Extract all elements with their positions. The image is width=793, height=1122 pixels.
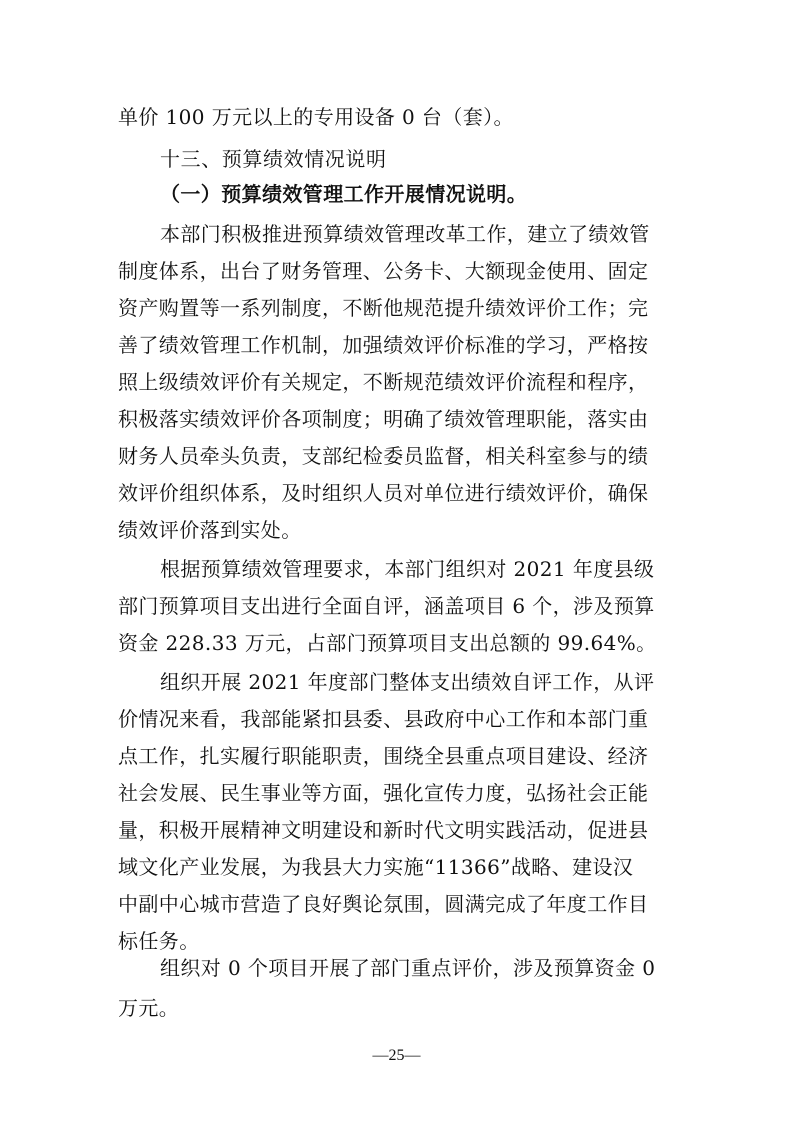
paragraph-line: 价情况来看，我部能紧扣县委、县政府中心工作和本部门重	[118, 707, 649, 731]
paragraph-line: 部门预算项目支出进行全面自评，涵盖项目 6 个，涉及预算	[118, 594, 655, 618]
paragraph-line: 绩效评价落到实处。	[118, 518, 302, 542]
subsection-heading: （一）预算绩效管理工作开展情况说明。	[160, 182, 528, 206]
paragraph-line: 照上级绩效评价有关规定，不断规范绩效评价流程和程序，	[118, 370, 649, 394]
text-line: 单价 100 万元以上的专用设备 0 台（套）。	[118, 105, 514, 129]
section-heading: 十三、预算绩效情况说明	[160, 147, 387, 171]
paragraph-line: 根据预算绩效管理要求，本部门组织对 2021 年度县级	[160, 557, 655, 581]
paragraph-line: 万元。	[118, 996, 180, 1020]
paragraph-line: 制度体系，出台了财务管理、公务卡、大额现金使用、固定	[118, 259, 649, 283]
paragraph-line: 中副中心城市营造了良好舆论氛围，圆满完成了年度工作目	[118, 892, 649, 916]
paragraph-line: 效评价组织体系，及时组织人员对单位进行绩效评价，确保	[118, 481, 649, 505]
page-number: —25—	[372, 1047, 421, 1064]
paragraph-line: 资产购置等一系列制度，不断他规范提升绩效评价工作；完	[118, 296, 649, 320]
paragraph-line: 标任务。	[118, 929, 200, 953]
paragraph-line: 组织对 0 个项目开展了部门重点评价，涉及预算资金 0	[160, 956, 656, 980]
paragraph-line: 域文化产业发展，为我县大力实施“11366”战略、建设汉	[118, 855, 634, 879]
paragraph-line: 社会发展、民生事业等方面，强化宣传力度，弘扬社会正能	[118, 781, 649, 805]
paragraph-line: 本部门积极推进预算绩效管理改革工作，建立了绩效管	[160, 222, 650, 246]
paragraph-line: 量，积极开展精神文明建设和新时代文明实践活动，促进县	[118, 818, 649, 842]
paragraph-line: 组织开展 2021 年度部门整体支出绩效自评工作，从评	[160, 670, 655, 694]
paragraph-line: 善了绩效管理工作机制，加强绩效评价标准的学习，严格按	[118, 333, 649, 357]
paragraph-line: 积极落实绩效评价各项制度；明确了绩效管理职能，落实由	[118, 407, 649, 431]
paragraph-line: 点工作，扎实履行职能职责，围绕全县重点项目建设、经济	[118, 744, 649, 768]
paragraph-line: 财务人员牵头负责，支部纪检委员监督，相关科室参与的绩	[118, 444, 649, 468]
paragraph-line: 资金 228.33 万元，占部门预算项目支出总额的 99.64%。	[118, 631, 657, 655]
